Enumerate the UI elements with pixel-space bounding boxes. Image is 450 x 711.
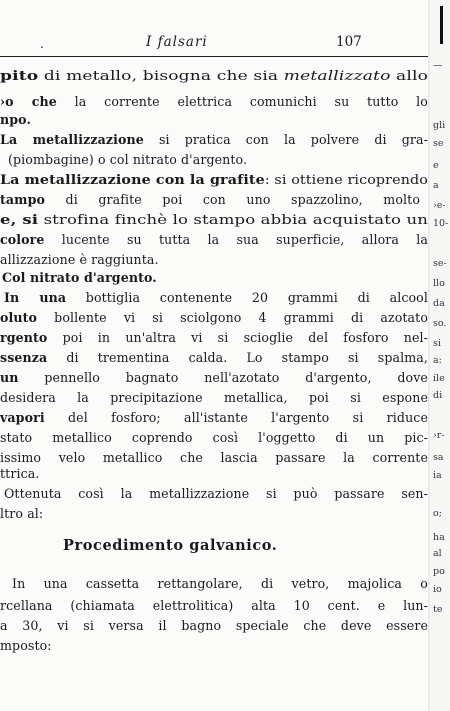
text-run: metallizzato [283,68,391,83]
body-line [4,288,428,308]
body-line [0,92,428,112]
text-run: colore [0,232,45,247]
text-run: lucente su tutta la sua superficie, allora la [44,232,428,247]
adjacent-page-fragment: a [433,180,439,191]
body-line [0,636,52,656]
text-run: Ottenuta così la metallizzazione si può passare sen- [4,486,428,501]
adjacent-page-fragment: e [433,160,439,171]
header-dot: . [40,37,44,51]
text-run: si pratica con la polvere di gra- [143,132,428,147]
adjacent-page-fragment: io [433,584,442,595]
text-run: strofina finchè lo stampo abbia acquistato un [38,212,429,227]
adjacent-page-fragment: al [433,548,442,559]
text-run: Col nitrato d'argento. [2,270,157,285]
adjacent-page-fragment: gli [433,120,446,131]
text-run: bottiglia contenente 20 grammi di alcool [66,290,428,305]
text-run: npo. [0,112,31,127]
text-run: e, si [0,212,39,227]
adjacent-page-fragment: llo [433,278,445,289]
adjacent-page-fragment: ia [433,470,442,481]
text-run: poi in un'altra vi si scioglie del fosforo nel- [47,330,428,345]
body-line [0,130,428,150]
text-run: oluto [0,310,38,325]
page-number: 107 [336,34,362,50]
body-line [0,348,428,368]
body-line [0,596,428,616]
text-run: La metallizzazione [0,132,144,147]
text-run: del fosforo; all'istante l'argento si riduce [44,410,428,425]
text-run: a 30, vi si versa il bagno speciale che deve essere [0,618,428,633]
text-run: issimo velo metallico che lascia passare la corrente [0,450,428,465]
body-line [0,328,428,348]
body-line [0,388,428,408]
adjacent-page-fragment: di [433,390,443,401]
header-rule [0,56,430,57]
body-line [0,230,428,250]
text-run: bollente vi si sciolgono 4 grammi di azotato [37,310,428,325]
body-line [0,308,428,328]
body-line [0,110,31,130]
adjacent-page-fragment: ile [433,373,445,384]
text-run: (piombagine) o col nitrato d'argento. [8,152,248,167]
adjacent-page-fragment: ›r- [433,430,445,441]
running-header [0,34,430,52]
body-line [0,190,420,210]
adjacent-page-fragment: se- [433,258,447,269]
text-run: pennello bagnato nell'azotato d'argento, dove [18,370,428,385]
adjacent-page-fragment: da [433,298,445,309]
text-run: rgento [0,330,48,345]
text-run: rcellana (chiamata elettrolitica) alta 10 cent. e lun- [0,598,428,613]
text-run: ssenza [0,350,48,365]
adjacent-page-fragment: 10- [433,218,449,229]
text-run: ltro al: [0,506,44,521]
body-line [4,484,428,504]
text-run: di grafite poi con uno spazzolino, molto [45,192,420,207]
text-run: allo [390,68,428,83]
running-title: I falsari [146,34,208,50]
text-run: la corrente elettrica comunichi su tutto lo [56,94,428,109]
body-line [8,150,247,170]
text-run: di metallo, bisogna che sia [38,68,284,83]
adjacent-page-fragment: so. [433,318,447,329]
body-line [2,268,157,288]
text-run: vapori [0,410,45,425]
body-line [0,448,428,468]
section-heading: Procedimento galvanico. [63,537,278,554]
text-run: In una [4,290,67,305]
text-run: di trementina calda. Lo stampo si spalma, [47,350,428,365]
body-line [0,368,428,388]
body-line [0,408,428,428]
body-line [0,504,43,524]
text-run: tampo [0,192,46,207]
body-line [12,574,428,594]
body-line [0,250,159,270]
text-run: un [0,370,19,385]
text-run: ttrica. [0,466,40,481]
adjacent-page-fragment: o; [433,508,442,519]
adjacent-page-fragment: — [433,60,443,71]
adjacent-page-edge-mark [440,6,443,44]
text-run: pito [0,68,39,83]
adjacent-page-fragment: se [433,138,444,149]
text-run: In una cassetta rettangolare, di vetro, majolica o [12,576,428,591]
text-run: mposto: [0,638,52,653]
adjacent-page-fragment: po [433,566,445,577]
adjacent-page-fragment: si [433,338,441,349]
text-run: La metallizzazione con la grafite [0,172,265,187]
body-line [0,464,39,484]
adjacent-page-fragment: a: [433,355,442,366]
body-line [0,428,428,448]
text-run: stato metallico coprendo così l'oggetto di un pic- [0,430,428,445]
adjacent-page-strip [430,0,450,711]
body-line [0,170,428,190]
adjacent-page-fragment: ›e- [433,200,446,211]
adjacent-page-fragment: ha [433,532,445,543]
body-line [0,616,428,636]
adjacent-page-fragment: sa [433,452,444,463]
text-run: allizzazione è raggiunta. [0,252,159,267]
text-run: desidera la precipitazione metallica, poi si espone [0,390,428,405]
text-run: ›o che [0,94,57,109]
body-line [0,210,428,230]
text-run: : si ottiene ricoprendo [264,172,428,187]
adjacent-page-fragment: te [433,604,443,615]
body-line [0,66,428,86]
